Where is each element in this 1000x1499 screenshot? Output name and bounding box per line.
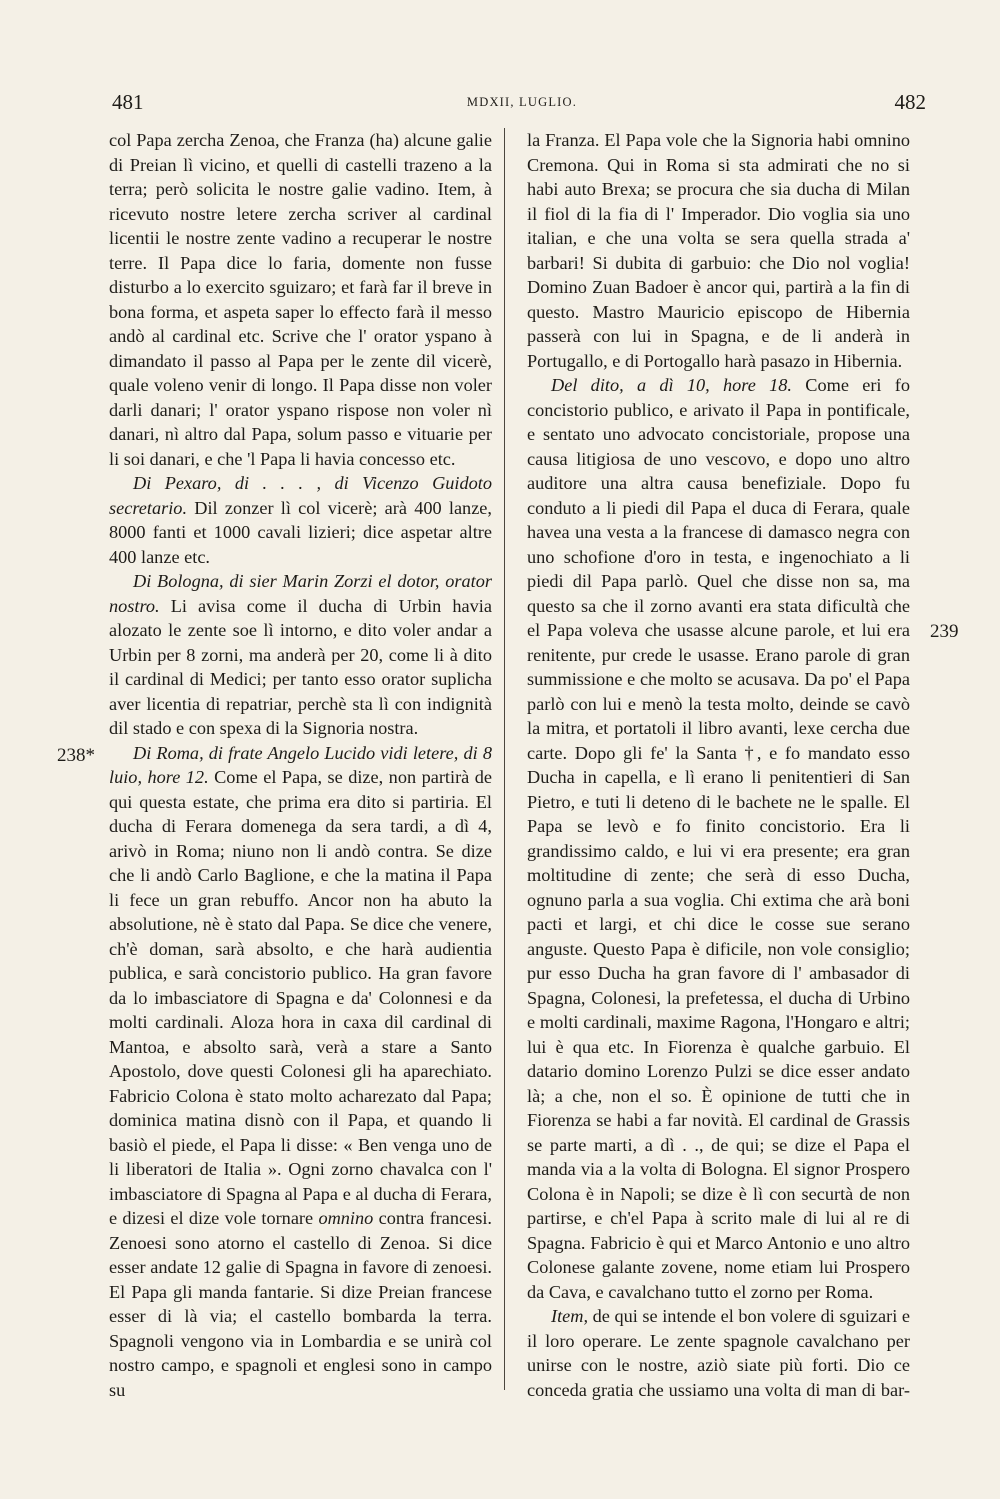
page-number-left: 481 [112,90,144,114]
margin-number-right: 239 [930,621,959,642]
page-header [112,90,932,120]
italic-word: omnino [318,1208,374,1228]
dispatch-text: Come el Papa, se dize, non partirà de qui questa estate, che prima era dito si partiria. El ducha di Ferara domenega da sera tardi, a dì 4, arivò in Roma; niuno non li andò contra. Se dize che li andò Carlo Baglione, e che la matina il Papa li fece un gran rebuffo. Ancor non ha abuto la absolutione, nè è stato dal Papa. Se dice che venere, ch'è doman, sarà absolto, e che harà audientia publica, e sarà concistorio publico. Ha gran favore da lo imbasciatore di Spagna e da' Colonnesi e da molti cardinali. Aloza hora in caxa dil cardinal di Mantoa, e absolto sarà, verà a stare a Santo Apostolo, dove questi Colonesi gli ha aparechiato. Fabricio Colona è stato molto acharezato dal Papa; dominica matina disnò con il Papa, et quando li basiò el piede, el Papa li disse: « Ben venga uno de li liberatori de Italia ». Ogni zorno chavalca con l' imbasciatore di Spagna al Papa e al ducha di Ferara, e dizesi el dize vole tornare [109,767,492,1228]
dispatch-heading: Di Roma, di frate Angelo Lucido vidi letere, di 8 luio, hore 12. [109,742,492,787]
right-column [527,128,910,1402]
paragraph [527,373,910,1304]
dispatch-heading: Di Pexaro, di . . . , di Vicenzo Guidoto secretario. [109,473,492,518]
dispatch-text: Dil zonzer lì col vicerè; arà 400 lanze, 8000 fanti et 1000 cavali lizieri; dice aspetar altre 400 lanze etc. [109,497,492,567]
margin-number-left: 238* [57,745,95,766]
dispatch-text: Li avisa come il ducha di Urbin havia alozato le zente soe lì intorno, e dito voler andar a Urbin per 8 zorni, ma anderà per 20, come li à dito il cardinal di Medici; per tanto esso orator suplicha aver licentia di repatriar, perchè sta lì con indignità dil stado e con spexa di la Signoria nostra. [109,595,492,738]
dispatch-text: contra francesi. Zenoesi sono atorno el castello di Zenoa. Si dice esser andate 12 galie di Spagna in favore di zenoesi. El Papa gli manda fantarie. Si dize Preian francese esser di là via; el castello bombarda la terra. Spagnoli vengono via in Lombardia e se unirà col nostro campo, e spagnoli et englesi sono in campo su [109,1208,492,1400]
dispatch-heading: Di Bologna, di sier Marin Zorzi el dotor, orator nostro. [109,571,492,616]
dispatch-text: Come eri fo concistorio publico, e arivato il Papa in pontificale, e sentato uno advocato concistoriale, propose una causa litigiosa de uno vescovo, e dopo uno altro auditore una altra causa benefiziale. Dopo fu conduto a li piedi dil Papa el duca di Ferara, quale havea una vesta a la francese di damasco negra con uno schofione d'oro in testa, e ingenochiato a li piedi dil Papa parlò. Quel che disse non sa, ma questo sa che il zorno avanti era stata dificultà che el Papa voleva che usasse alcune parole, et lui era renitente, pur crede le usasse. Erano parole di gran summissione e che molto se acusava. Da po' el Papa parlò con lui e menò la testa molto, deinde se cavò la mitra, et portatoli il libro avanti, lexe cercha due carte. Dopo gli fe' la Santa †, e fo mandato esso Ducha in capella, e lì erano li penitentieri di San Pietro, e tuti li deteno di le bachete ne le spalle. El Papa se levò e fo finito concistorio. Era li grandissimo caldo, e lui vi era presente; era gran moltitudine di zente; che serà di esso Ducha, ognuno parla a sua voglia. Chi extima che arà boni pacti et largi, et chi dice le cosse sue serano anguste. Questo Papa è dificile, non vole consiglio; pur esso Ducha ha gran favore di l' ambasador di Spagna, Colonesi, la prefetessa, el ducha di Urbino e molti cardinali, maxime Ragona, l'Hongaro e altri; lui è qua etc. In Fiorenza è qualche garbuio. El datario domino Lorenzo Pulzi se dice esser andato là; a che, non el so. È opinione de tutti che in Fiorenza se habi a far novità. El cardinal de Grassis se parte marti, a dì . ., de qui; se dize el Papa el manda via a la volta di Bologna. El signor Prospero Colona è in Napoli; se dize è lì con securtà de non partirse, e ch'el Papa à scrito male di lui al re di Spagna. Fabricio è qui et Marco Antonio e uno altro Colonese galante zovene, nome etiam lui Prospero da Cava, e cavalchano tutto el zorno per Roma. [527,375,910,1302]
running-head: MDXII, LUGLIO. [466,95,578,109]
column-divider [504,128,505,1390]
paragraph: la Franza. El Papa vole che la Signoria habi omnino Cremona. Qui in Roma si sta admirati che no si habi auto Brexa; se procura che sia ducha di Milan il fiol di la fia di l' Imperador. Dio voglia sia uno italian, e che una volta se sera quella strada a' barbari! Si dubita di garbuio: che Dio nol voglia! Domino Zuan Badoer è ancor qui, partirà a la fin di questo. Mastro Mauricio episcopo de Hibernia passerà con lui in Spagna, e de li anderà in Portugallo, e di Portogallo harà pasazo in Hibernia. [527,130,910,371]
dispatch-heading: Del dito, a dì 10, hore 18. [551,375,792,395]
paragraph [527,1304,910,1402]
paragraph [109,569,492,741]
dispatch-heading: Item, [551,1306,589,1326]
paragraph [109,471,492,569]
paragraph: col Papa zercha Zenoa, che Franza (ha) alcune galie di Preian lì vicino, et quelli di castelli trazeno a la terra; però solicita le nostre galie vadino. Item, à ricevuto nostre letere zercha scriver al cardinal licentii le nostre zente vadino a recuperar le nostre terre. Il Papa dice lo faria, domente non fusse disturbo a lo exercito sguizaro; et farà far il breve in bona forma, et aspeta saper lo effecto farà il messo andò al cardinal etc. Scrive che l' orator yspano à dimandato il passo al Papa per le zente dil vicerè, quale voleno venir di longo. Il Papa disse non voler darli danari; l' orator yspano rispose non voler nì danari, nì altro dal Papa, solum passo e vituarie per li soi danari, e che 'l Papa li havia concesso etc. [109,130,492,469]
page-number-right: 482 [894,90,926,114]
left-column [109,128,492,1402]
paragraph [109,741,492,1403]
dispatch-text: de qui se intende el bon volere di sguizari e il loro operare. Le zente spagnole cavalchano per unirse con le nostre, aziò siate più forti. Dio ce conceda gratia che ussiamo una volta di man di bar- [527,1306,910,1400]
